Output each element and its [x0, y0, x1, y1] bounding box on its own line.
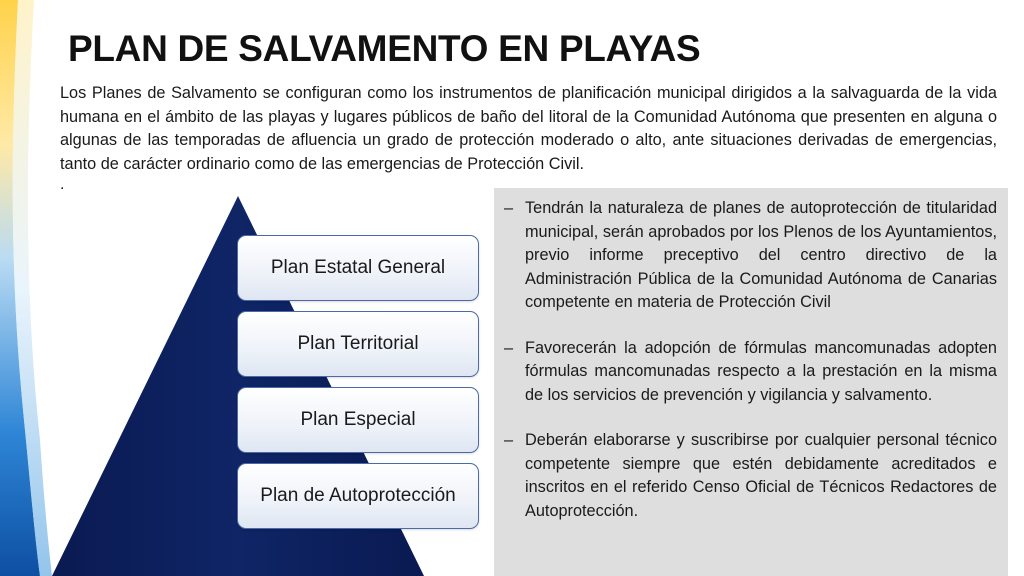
bullet-dash-icon: –	[504, 431, 514, 449]
characteristic-text: Favorecerán la adopción de fórmulas mancomunadas adopten fórmulas mancomunadas respecto a la prestación en la misma de los servicios de prevención y vigilancia y salvamento.	[525, 338, 997, 404]
pyramid-level-label: Plan Especial	[300, 409, 416, 430]
pyramid-level-label: Plan Territorial	[297, 333, 419, 354]
pyramid-level-estatal-general	[237, 235, 479, 301]
characteristics-list	[502, 197, 997, 523]
stray-dot: .	[60, 176, 65, 193]
characteristic-item-naturaleza	[502, 197, 997, 315]
pyramid-level-label: Plan de Autoprotección	[260, 485, 456, 506]
characteristic-text: Tendrán la naturaleza de planes de autoprotección de titularidad municipal, serán aprobados por los Plenos de los Ayuntamientos, previo informe preceptivo del centro directivo de la Administración Pública de la Comunidad Autónoma de Canarias competente en materia de Protección Civil	[525, 199, 997, 311]
intro-paragraph: Los Planes de Salvamento se configuran como los instrumentos de planificación municipal dirigidos a la salvaguarda de la vida humana en el ámbito de las playas y lugares públicos de baño del litoral de la Comunidad Autónoma que presenten en alguna o algunas de las temporadas de afluencia un grado de protección moderado o alto, ante situaciones derivadas de emergencias, tanto de carácter ordinario como de las emergencias de Protección Civil.	[60, 84, 997, 173]
bullet-dash-icon: –	[504, 338, 514, 357]
characteristic-text: Deberán elaborarse y suscribirse por cualquier personal técnico competente siempre que estén debidamente acreditados e inscritos en el referido Censo Oficial de Técnicos Redactores de Autoprotección.	[525, 431, 997, 520]
left-decorative-swoosh	[0, 0, 60, 576]
bullet-dash-icon: –	[504, 199, 514, 217]
slide-title: PLAN DE SALVAMENTO EN PLAYAS	[68, 28, 701, 69]
characteristic-item-mancomunadas	[502, 337, 997, 408]
pyramid-level-label: Plan Estatal General	[270, 257, 446, 278]
pyramid-level-territorial	[237, 311, 479, 377]
pyramid-level-autoproteccion	[237, 463, 479, 529]
characteristics-panel	[494, 188, 1008, 576]
characteristic-item-elaboracion	[502, 429, 997, 523]
pyramid-level-especial	[237, 387, 479, 453]
